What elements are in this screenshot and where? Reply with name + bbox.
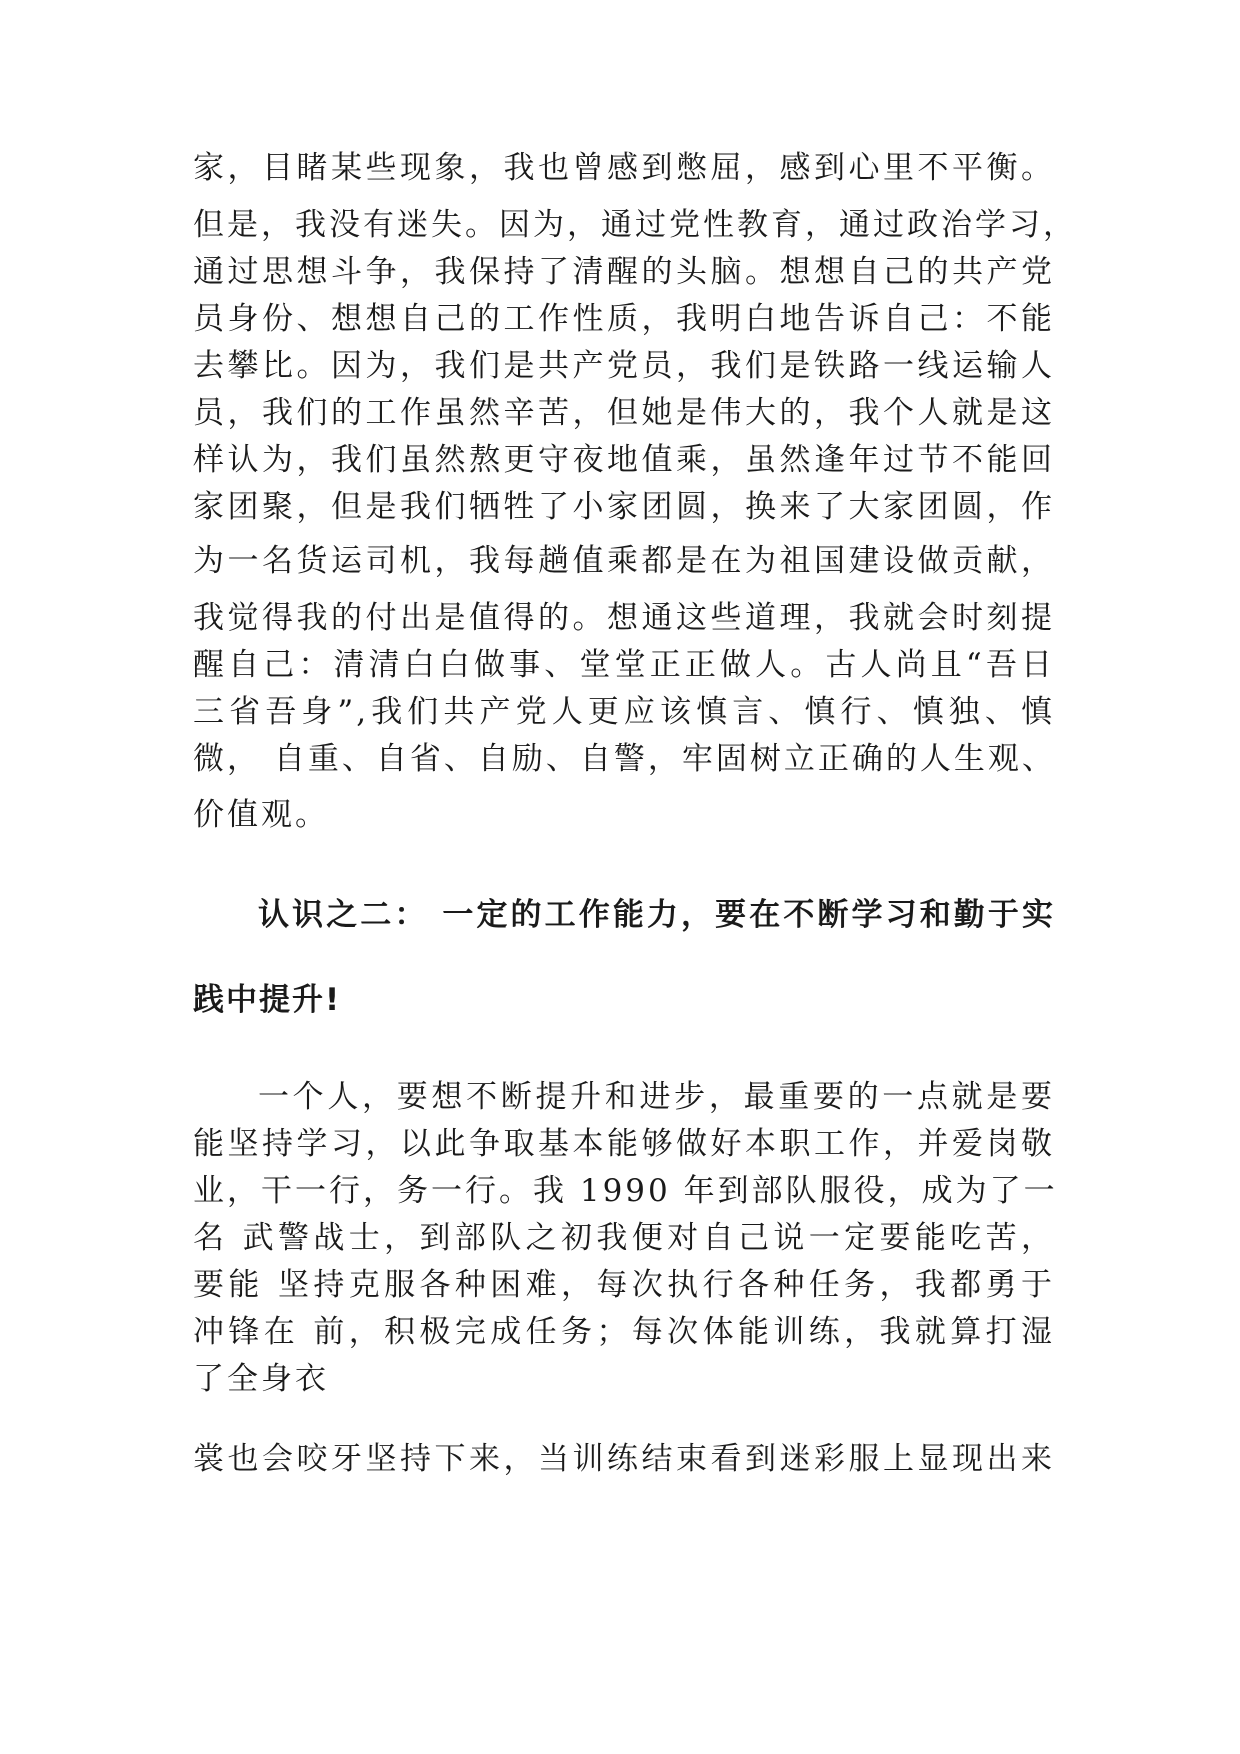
paragraph-line: 家团聚，但是我们牺牲了小家团圆，换来了大家团圆，作 bbox=[193, 489, 1055, 525]
paragraph-line: 我觉得我的付出是值得的。想通这些道理，我就会时刻提 bbox=[193, 600, 1055, 636]
paragraph-line: 一个人，要想不断提升和进步，最重要的一点就是要 bbox=[258, 1079, 1055, 1115]
paragraph-line: 价值观。 bbox=[193, 797, 329, 833]
paragraph-line: 能坚持学习，以此争取基本能够做好本职工作，并爱岗敬 bbox=[193, 1126, 1055, 1162]
paragraph-line: 微， 自重、自省、自励、自警，牢固树立正确的人生观、 bbox=[193, 741, 1056, 777]
paragraph-line: 裳也会咬牙坚持下来，当训练结束看到迷彩服上显现出来 bbox=[193, 1441, 1055, 1477]
paragraph-line: 通过思想斗争，我保持了清醒的头脑。想想自己的共产党 bbox=[193, 254, 1055, 290]
paragraph-line: 要能 坚持克服各种困难，每次执行各种任务，我都勇于 bbox=[193, 1267, 1055, 1303]
paragraph-line: 员，我们的工作虽然辛苦，但她是伟大的，我个人就是这 bbox=[193, 395, 1055, 431]
paragraph-line: 但是，我没有迷失。因为，通过党性教育，通过政治学习， bbox=[193, 207, 1077, 243]
paragraph-line: 员身份、想想自己的工作性质，我明白地告诉自己：不能 bbox=[193, 301, 1055, 337]
paragraph-line: 三省吾身”,我们共产党人更应该慎言、慎行、慎独、慎 bbox=[193, 694, 1055, 730]
section-heading: 践中提升! bbox=[193, 982, 342, 1018]
paragraph-line: 样认为，我们虽然熬更守夜地值乘，虽然逢年过节不能回 bbox=[193, 442, 1055, 478]
paragraph-line: 为一名货运司机，我每趟值乘都是在为祖国建设做贡献， bbox=[193, 543, 1055, 579]
paragraph-line: 名 武警战士，到部队之初我便对自己说一定要能吃苦， bbox=[193, 1220, 1055, 1256]
paragraph-line: 冲锋在 前，积极完成任务；每次体能训练，我就算打湿 bbox=[193, 1314, 1055, 1350]
paragraph-line: 家，目睹某些现象，我也曾感到憋屈，感到心里不平衡。 bbox=[193, 150, 1055, 186]
section-heading: 认识之二： 一定的工作能力，要在不断学习和勤于实 bbox=[258, 897, 1055, 933]
paragraph-line: 业，干一行，务一行。我 1990 年到部队服役，成为了一 bbox=[193, 1173, 1058, 1209]
paragraph-line: 去攀比。因为，我们是共产党员，我们是铁路一线运输人 bbox=[193, 348, 1055, 384]
paragraph-line: 醒自己：清清白白做事、堂堂正正做人。古人尚且“吾日 bbox=[193, 647, 1055, 683]
paragraph-line: 了全身衣 bbox=[193, 1361, 329, 1397]
